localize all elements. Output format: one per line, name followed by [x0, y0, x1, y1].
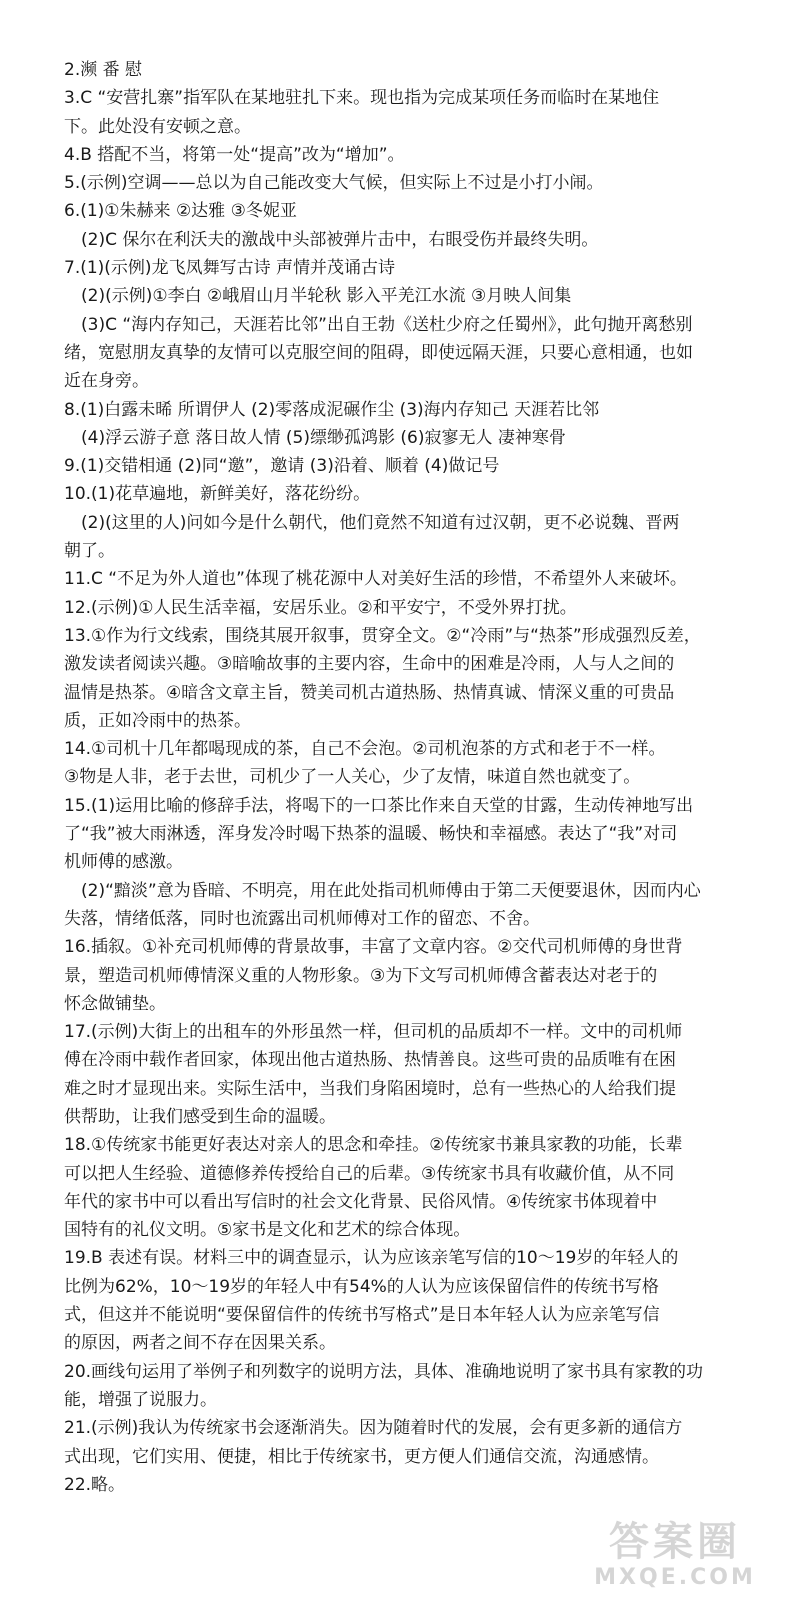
answer-line: 温情是热茶。④暗含文章主旨，赞美司机古道热肠、热情真诚、情深义重的可贵品	[64, 682, 675, 703]
answer-line: 8.(1)白露未晞 所谓伊人 (2)零落成泥碾作尘 (3)海内存知己 天涯若比邻	[64, 399, 600, 420]
answer-line: 供帮助，让我们感受到生命的温暖。	[64, 1106, 336, 1127]
answer-line: 17.(示例)大街上的出租车的外形虽然一样，但司机的品质却不一样。文中的司机师	[64, 1022, 683, 1043]
answer-line: 3.C “安营扎寨”指军队在某地驻扎下来。现也指为完成某项任务而临时在某地住	[64, 88, 660, 109]
answer-line: 12.(示例)①人民生活幸福，安居乐业。②和平安宁，不受外界打扰。	[64, 597, 577, 618]
answer-line: 难之时才显现出来。实际生活中，当我们身陷困境时，总有一些热心的人给我们提	[64, 1078, 676, 1099]
answer-line: 11.C “不足为外人道也”体现了桃花源中人对美好生活的珍惜，不希望外人来破坏。	[64, 569, 687, 590]
answer-line: (2)C 保尔在利沃夫的激战中头部被弹片击中，右眼受伤并最终失明。	[81, 229, 599, 250]
answer-line: 绪，宽慰朋友真挚的友情可以克服空间的阻碍，即使远隔天涯，只要心意相通，也如	[64, 342, 693, 363]
answer-line: 式出现，它们实用、便捷，相比于传统家书，更方便人们通信交流，沟通感情。	[64, 1446, 659, 1467]
answer-line: 15.(1)运用比喻的修辞手法，将喝下的一口茶比作来自天堂的甘露，生动传神地写出	[64, 795, 694, 816]
answer-line: 比例为62%，10～19岁的年轻人中有54%的人认为应该保留信件的传统书写格	[64, 1276, 659, 1297]
answer-line: 19.B 表述有误。材料三中的调查显示，认为应该亲笔写信的10～19岁的年轻人的	[64, 1248, 679, 1269]
watermark-logo	[585, 1518, 765, 1594]
answer-line: 9.(1)交错相通 (2)同“邀”，邀请 (3)沿着、顺着 (4)做记号	[64, 456, 500, 477]
answer-line: 10.(1)花草遍地，新鲜美好，落花纷纷。	[64, 484, 371, 505]
answer-line: 16.插叙。①补充司机师傅的背景故事，丰富了文章内容。②交代司机师傅的身世背	[64, 937, 683, 958]
answer-line: (2)(这里的人)问如今是什么朝代，他们竟然不知道有过汉朝，更不必说魏、晋两	[81, 512, 680, 533]
answer-line: 13.①作为行文线索，围绕其展开叙事，贯穿全文。②“冷雨”与“热茶”形成强烈反差，	[64, 625, 701, 646]
answer-line: (4)浮云游子意 落日故人情 (5)缥缈孤鸿影 (6)寂寥无人 凄神寒骨	[81, 427, 566, 448]
answer-line: (3)C “海内存知己，天涯若比邻”出自王勃《送杜少府之任蜀州》，此句抛开离愁别	[81, 314, 693, 335]
answer-line: 失落，情绪低落，同时也流露出司机师傅对工作的留恋、不舍。	[64, 908, 540, 929]
watermark-url-text: MXQE.COM	[594, 1565, 756, 1590]
answer-line: 能，增强了说服力。	[64, 1389, 217, 1410]
answer-line: 了“我”被大雨淋透，浑身发冷时喝下热茶的温暖、畅快和幸福感。表达了“我”对司	[64, 824, 678, 845]
answer-line: 近在身旁。	[64, 371, 149, 392]
answer-sheet	[64, 56, 754, 1499]
answer-line: 国特有的礼仪文明。⑤家书是文化和艺术的综合体现。	[64, 1220, 471, 1241]
answer-line: 5.(示例)空调——总以为自己能改变大气候，但实际上不过是小打小闹。	[64, 173, 604, 194]
answer-line: 4.B 搭配不当，将第一处“提高”改为“增加”。	[64, 144, 405, 165]
answer-line: 22.略。	[64, 1474, 126, 1495]
answer-line: (2)(示例)①李白 ②峨眉山月半轮秋 影入平羌江水流 ③月映人间集	[81, 286, 572, 307]
answer-line: 景，塑造司机师傅情深义重的人物形象。③为下文写司机师傅含蓄表达对老于的	[64, 965, 658, 986]
answer-line: 式，但这并不能说明“要保留信件的传统书写格式”是日本年轻人认为应亲笔写信	[64, 1305, 660, 1326]
answer-line: 7.(1)(示例)龙飞凤舞写古诗 声情并茂诵古诗	[64, 258, 395, 279]
answer-line: 傅在冷雨中载作者回家，体现出他古道热肠、热情善良。这些可贵的品质唯有在困	[64, 1050, 676, 1071]
answer-line: 年代的家书中可以看出写信时的社会文化背景、民俗风情。④传统家书体现着中	[64, 1191, 658, 1212]
answer-line: 机师傅的感激。	[64, 852, 183, 873]
answer-line: 可以把人生经验、道德修养传授给自己的后辈。③传统家书具有收藏价值，从不同	[64, 1163, 675, 1184]
answer-line: 朝了。	[64, 541, 115, 562]
answer-line: 2.濒 番 慰	[64, 60, 143, 80]
answer-line: (2)“黯淡”意为昏暗、不明亮，用在此处指司机师傅由于第二天便要退休，因而内心	[81, 880, 701, 901]
answer-line: 18.①传统家书能更好表达对亲人的思念和牵挂。②传统家书兼具家教的功能，长辈	[64, 1135, 683, 1156]
answer-line: 下。此处没有安顿之意。	[64, 116, 251, 137]
answer-line: 激发读者阅读兴趣。③暗喻故事的主要内容，生命中的困难是冷雨，人与人之间的	[64, 654, 675, 675]
answer-line: 怀念做铺垫。	[64, 993, 166, 1014]
answer-line: 14.①司机十几年都喝现成的茶，自己不会泡。②司机泡茶的方式和老于不一样。	[64, 739, 666, 760]
answer-line: 质，正如冷雨中的热茶。	[64, 710, 251, 731]
answer-line: ③物是人非，老于去世，司机少了一人关心，少了友情，味道自然也就变了。	[64, 767, 641, 788]
answer-line: 6.(1)①朱赫来 ②达雅 ③冬妮亚	[64, 201, 297, 222]
watermark-main-text: 答案圈	[609, 1518, 741, 1565]
answer-line: 20.画线句运用了举例子和列数字的说明方法，具体、准确地说明了家书具有家教的功	[64, 1361, 704, 1382]
answer-line: 的原因，两者之间不存在因果关系。	[64, 1333, 336, 1354]
answer-line: 21.(示例)我认为传统家书会逐渐消失。因为随着时代的发展，会有更多新的通信方	[64, 1418, 683, 1439]
